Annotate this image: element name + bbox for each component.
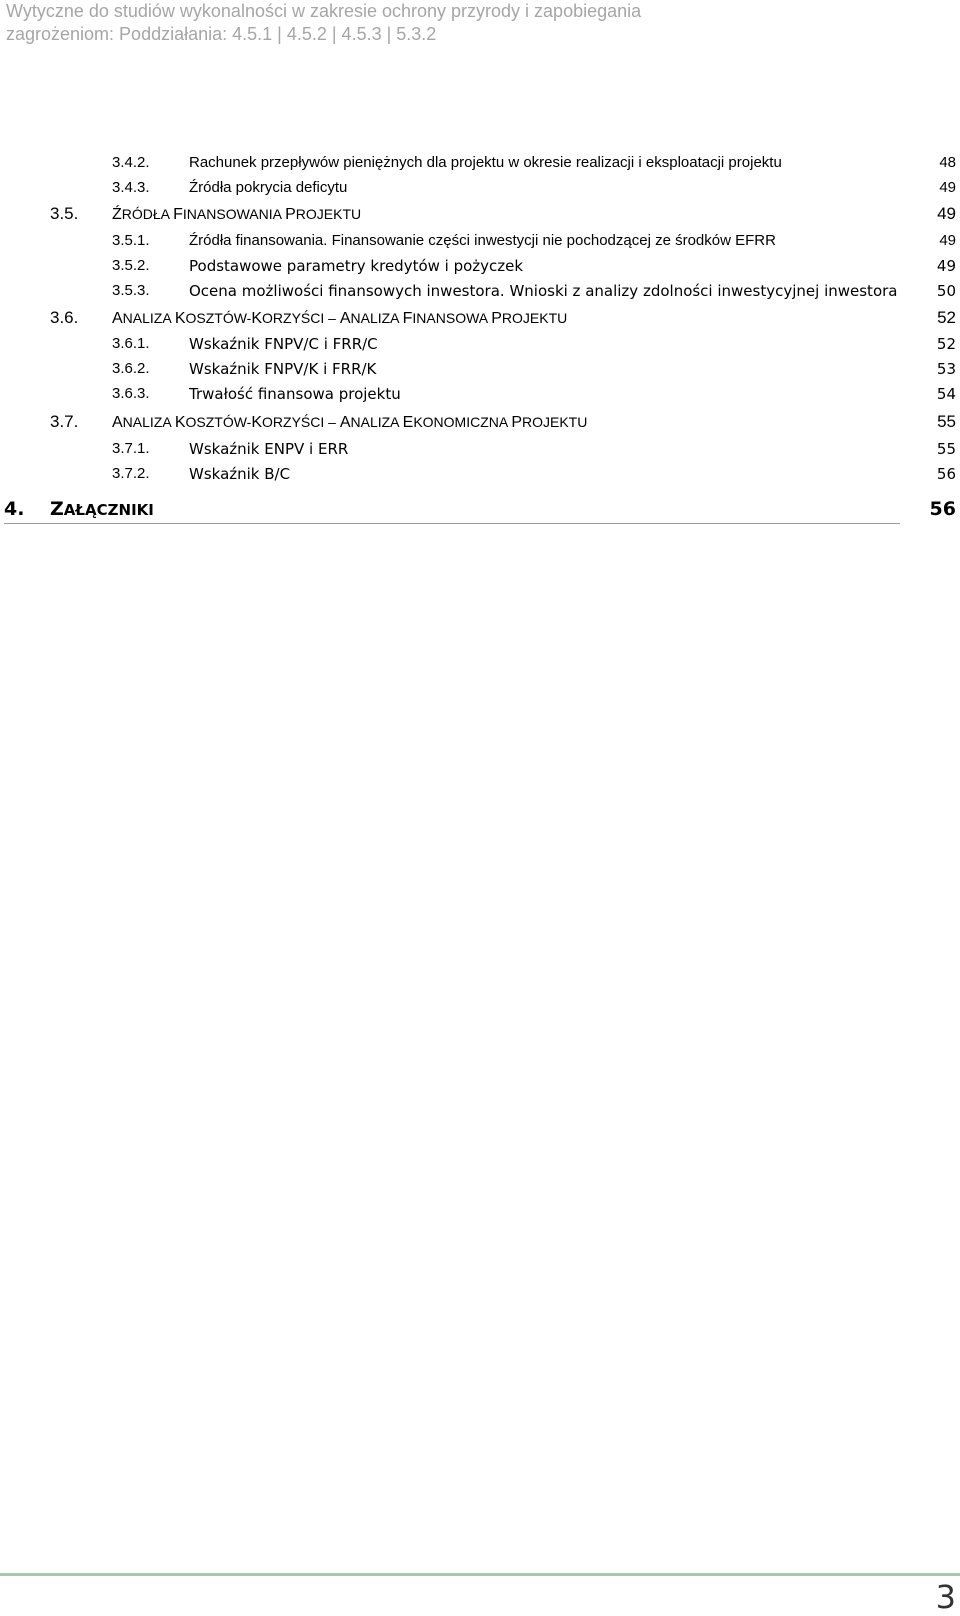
toc-section-page: 52: [937, 308, 956, 327]
toc-chapter-title: ZAŁĄCZNIKI: [50, 498, 154, 520]
toc-entry[interactable]: [0, 462, 960, 486]
toc-section[interactable]: [0, 202, 960, 226]
toc-entry-number: 3.6.1.: [112, 335, 150, 352]
chapter-underline: [4, 523, 900, 524]
toc-section-number: 3.7.: [50, 412, 79, 431]
toc-section-title: ANALIZA KOSZTÓW-KORZYŚCI – ANALIZA FINANSOWA PROJEKTU: [112, 310, 568, 327]
toc-entry[interactable]: [0, 279, 960, 303]
toc-entry-number: 3.4.3.: [112, 179, 150, 196]
toc-entry-page: 49: [939, 179, 956, 196]
toc-entry-number: 3.5.1.: [112, 232, 150, 249]
toc-entry-page: 53: [936, 360, 956, 378]
header-line-1: Wytyczne do studiów wykonalności w zakresie ochrony przyrody i zapobiegania: [6, 1, 642, 21]
toc-entry[interactable]: [0, 176, 960, 200]
toc-entry-title: Źródła pokrycia deficytu: [189, 179, 348, 196]
toc-entry-number: 3.7.2.: [112, 465, 150, 482]
toc-entry-title: Trwałość finansowa projektu: [189, 385, 401, 403]
toc-entry[interactable]: [0, 437, 960, 461]
toc-entry[interactable]: [0, 357, 960, 381]
toc-entry[interactable]: [0, 382, 960, 406]
toc-entry-title: Ocena możliwości finansowych inwestora. Wnioski z analizy zdolności inwestycyjnej inwestora: [189, 282, 898, 300]
toc-entry-title: Rachunek przepływów pieniężnych dla projektu w okresie realizacji i eksploatacji projektu: [189, 154, 782, 171]
toc-section-title: ŹRÓDŁA FINANSOWANIA PROJEKTU: [112, 206, 362, 223]
toc-entry-number: 3.6.3.: [112, 385, 150, 402]
toc-entry-number: 3.5.2.: [112, 257, 150, 274]
toc-entry-page: 49: [936, 257, 956, 275]
footer-divider: [0, 1573, 960, 1576]
toc-section-title: ANALIZA KOSZTÓW-KORZYŚCI – ANALIZA EKONOMICZNA PROJEKTU: [112, 414, 588, 431]
toc-entry-number: 3.5.3.: [112, 282, 150, 299]
document-header: [6, 0, 906, 46]
toc-section-number: 3.6.: [50, 308, 79, 327]
toc-entry-page: 52: [936, 335, 956, 353]
toc-section-page: 49: [937, 204, 956, 223]
toc-chapter-page: 56: [929, 498, 956, 520]
toc-section[interactable]: [0, 306, 960, 330]
toc-entry-page: 49: [939, 232, 956, 249]
toc-section-page: 55: [937, 412, 956, 431]
header-line-2: zagrożeniom: Poddziałania: 4.5.1 | 4.5.2 | 4.5.3 | 5.3.2: [6, 24, 437, 44]
toc-entry-page: 56: [936, 465, 956, 483]
toc-entry-title: Wskaźnik FNPV/C i FRR/C: [189, 335, 378, 353]
toc-entry[interactable]: [0, 229, 960, 253]
toc-entry-page: 50: [936, 282, 956, 300]
toc-chapter[interactable]: [0, 494, 960, 524]
toc-entry[interactable]: [0, 151, 960, 175]
toc-entry-number: 3.6.2.: [112, 360, 150, 377]
toc-chapter-number: 4.: [4, 498, 25, 520]
toc-entry-title: Wskaźnik FNPV/K i FRR/K: [189, 360, 377, 378]
toc-entry[interactable]: [0, 332, 960, 356]
toc-section[interactable]: [0, 410, 960, 434]
toc-entry-page: 48: [939, 154, 956, 171]
toc-entry-page: 55: [936, 440, 956, 458]
toc-entry-title: Źródła finansowania. Finansowanie części inwestycji nie pochodzącej ze środków EFRR: [189, 232, 776, 249]
toc-section-number: 3.5.: [50, 204, 79, 223]
toc-entry-title: Wskaźnik B/C: [189, 465, 291, 483]
toc-entry-page: 54: [936, 385, 956, 403]
toc-entry-title: Podstawowe parametry kredytów i pożyczek: [189, 257, 524, 275]
page-number: 3: [935, 1578, 956, 1616]
toc-entry[interactable]: [0, 254, 960, 278]
toc-entry-title: Wskaźnik ENPV i ERR: [189, 440, 349, 458]
toc-entry-number: 3.4.2.: [112, 154, 150, 171]
toc-entry-number: 3.7.1.: [112, 440, 150, 457]
